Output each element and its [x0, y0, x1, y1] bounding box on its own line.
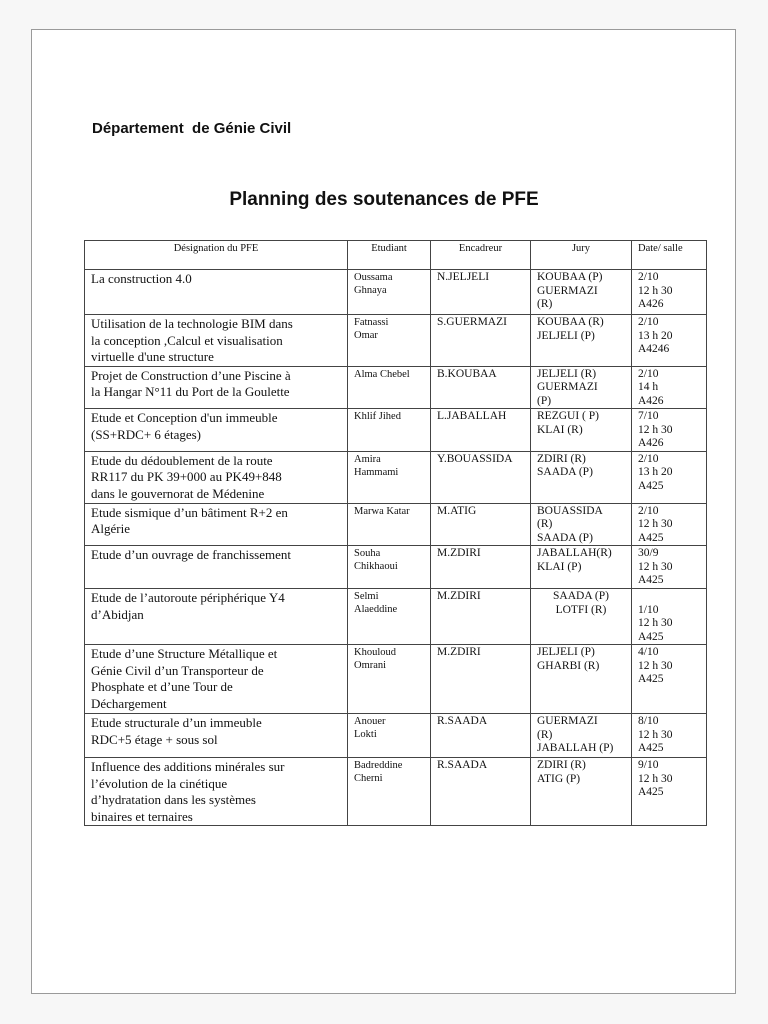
designation-text: (SS+RDC+ 6 étages)	[91, 426, 201, 442]
date-cell	[632, 451, 707, 503]
date-cell	[632, 270, 707, 315]
student-cell	[348, 645, 431, 714]
supervisor-name: S.GUERMAZI	[437, 316, 507, 328]
designation-cell	[85, 270, 348, 315]
date-room: 2/10	[638, 367, 659, 380]
date-room: 14 h	[638, 381, 659, 393]
date-room: A425	[638, 673, 664, 685]
date-room: A425	[638, 630, 664, 643]
student-cell	[348, 503, 431, 546]
date-room: A425	[638, 742, 664, 754]
table-row	[85, 645, 707, 714]
supervisor-cell	[431, 366, 531, 409]
jury-member: KOUBAA (R)	[537, 316, 604, 328]
jury-member: (R)	[537, 728, 553, 741]
table-row	[85, 315, 707, 367]
jury-member: JELJELI (R)	[537, 367, 597, 380]
student-cell	[348, 758, 431, 826]
designation-text: binaires et ternaires	[91, 808, 193, 824]
table-row	[85, 503, 707, 546]
designation-text: Algérie	[91, 521, 130, 536]
jury-member: (R)	[537, 298, 553, 310]
jury-member: (P)	[537, 394, 552, 407]
designation-cell	[85, 451, 348, 503]
supervisor-cell	[431, 409, 531, 452]
date-room: A425	[638, 574, 664, 586]
student-name: Cherni	[354, 773, 383, 784]
supervisor-cell	[431, 546, 531, 589]
designation-text: dans le gouvernorat de Médenine	[91, 485, 265, 501]
supervisor-name: N.JELJELI	[437, 271, 490, 283]
student-cell	[348, 589, 431, 645]
date-room: 12 h 30	[638, 728, 673, 741]
date-cell	[632, 366, 707, 409]
date-room: A425	[638, 531, 664, 544]
designation-text: Influence des additions minérales sur	[91, 759, 285, 774]
student-name: Oussama	[354, 272, 393, 283]
designation-cell	[85, 409, 348, 452]
jury-member: GUERMAZI	[537, 284, 598, 297]
date-room: 2/10	[638, 452, 659, 465]
header-encadreur: Encadreur	[431, 241, 531, 270]
designation-text: Projet de Construction d’une Piscine à	[91, 367, 291, 383]
date-cell	[632, 645, 707, 714]
date-cell	[632, 758, 707, 826]
supervisor-cell	[431, 758, 531, 826]
jury-member: JELJELI (P)	[537, 329, 595, 342]
table-row	[85, 546, 707, 589]
designation-cell	[85, 366, 348, 409]
student-name: Alaeddine	[354, 604, 398, 615]
designation-cell	[85, 758, 348, 826]
designation-text: la conception ,Calcul et visualisation	[91, 332, 283, 348]
date-room: A426	[638, 298, 664, 310]
jury-member: LOTFI (R)	[555, 603, 607, 616]
date-room: 2/10	[638, 316, 659, 328]
department-heading: Département de Génie Civil	[92, 120, 292, 137]
jury-member: GUERMAZI	[537, 715, 598, 727]
student-cell	[348, 315, 431, 367]
designation-text: Etude d’un ouvrage de franchissement	[91, 547, 291, 562]
date-room: 2/10	[638, 271, 659, 283]
jury-cell	[531, 451, 632, 503]
supervisor-cell	[431, 451, 531, 503]
date-cell	[632, 315, 707, 367]
designation-text: RDC+5 étage + sous sol	[91, 731, 218, 747]
student-name: Badreddine	[354, 760, 403, 771]
table-body	[85, 270, 707, 826]
designation-text: Etude d’une Structure Métallique et	[91, 646, 278, 661]
student-cell	[348, 366, 431, 409]
supervisor-name: M.ZDIRI	[437, 590, 481, 602]
designation-text: Etude de l’autoroute périphérique Y4	[91, 590, 285, 605]
header-row	[85, 241, 707, 270]
header-designation: Désignation du PFE	[85, 241, 348, 270]
table-row	[85, 589, 707, 645]
jury-member: KLAI (P)	[537, 560, 582, 573]
jury-cell	[531, 714, 632, 758]
jury-cell	[531, 315, 632, 367]
date-room: 30/9	[638, 547, 659, 559]
jury-member: SAADA (P)	[537, 466, 593, 478]
jury-cell	[531, 645, 632, 714]
supervisor-name: Y.BOUASSIDA	[437, 452, 513, 465]
supervisor-name: R.SAADA	[437, 759, 488, 771]
jury-member: SAADA (P)	[553, 590, 609, 602]
jury-member: BOUASSIDA	[537, 504, 603, 517]
date-room: A4246	[638, 343, 670, 355]
jury-member: JABALLAH (P)	[537, 742, 614, 754]
supervisor-cell	[431, 503, 531, 546]
jury-cell	[531, 503, 632, 546]
date-room: 12 h 30	[638, 284, 673, 297]
student-name: Omrani	[354, 660, 387, 671]
designation-text: la Hangar N°11 du Port de la Goulette	[91, 384, 290, 399]
date-room: 12 h 30	[638, 772, 673, 785]
student-name: Khlif Jihed	[354, 411, 401, 422]
designation-text: RR117 du PK 39+000 au PK49+848	[91, 469, 282, 484]
supervisor-name: L.JABALLAH	[437, 410, 507, 422]
designation-cell	[85, 714, 348, 758]
jury-cell	[531, 758, 632, 826]
student-cell	[348, 409, 431, 452]
jury-cell	[531, 546, 632, 589]
date-cell	[632, 409, 707, 452]
table-row	[85, 758, 707, 826]
date-cell	[632, 714, 707, 758]
designation-text: virtuelle d'une structure	[91, 349, 214, 364]
jury-member: JABALLAH(R)	[537, 547, 612, 559]
date-room: A425	[638, 479, 664, 492]
student-name: Omar	[354, 330, 378, 341]
document-title: Planning des soutenances de PFE	[229, 189, 539, 210]
jury-member: ZDIRI (R)	[537, 452, 586, 465]
table-row	[85, 714, 707, 758]
table-row	[85, 366, 707, 409]
jury-member: KOUBAA (P)	[537, 271, 603, 283]
jury-member: (R)	[537, 518, 553, 530]
date-cell	[632, 546, 707, 589]
date-room: A426	[638, 394, 664, 407]
table-row	[85, 451, 707, 503]
header-jury: Jury	[531, 241, 632, 270]
student-name: Chikhaoui	[354, 561, 398, 572]
jury-cell	[531, 589, 632, 645]
designation-text: d’hydratation dans les systèmes	[91, 792, 256, 807]
date-room: 9/10	[638, 759, 659, 771]
date-room: 1/10	[638, 603, 659, 616]
supervisor-cell	[431, 315, 531, 367]
student-name: Fatnassi	[354, 317, 389, 328]
designation-text: Utilisation de la technologie BIM dans	[91, 316, 293, 331]
student-name: Khouloud	[354, 647, 396, 658]
student-name: Lokti	[354, 729, 377, 740]
date-room: 12 h 30	[638, 617, 673, 629]
designation-cell	[85, 645, 348, 714]
designation-text: Déchargement	[91, 695, 167, 711]
designation-cell	[85, 546, 348, 589]
jury-member: JELJELI (P)	[537, 646, 595, 658]
jury-member: ZDIRI (R)	[537, 759, 586, 771]
designation-text: La construction 4.0	[91, 271, 192, 286]
designation-text: Etude sismique d’un bâtiment R+2 en	[91, 504, 288, 520]
date-room: 12 h 30	[638, 518, 673, 530]
table-row	[85, 270, 707, 315]
supervisor-name: M.ZDIRI	[437, 646, 481, 658]
table-row	[85, 409, 707, 452]
student-name: Ghnaya	[354, 285, 387, 296]
jury-member: ATIG (P)	[537, 772, 581, 785]
jury-member: SAADA (P)	[537, 531, 593, 544]
supervisor-cell	[431, 270, 531, 315]
student-cell	[348, 270, 431, 315]
header-etudiant: Etudiant	[348, 241, 431, 270]
jury-member: GHARBI (R)	[537, 659, 600, 672]
supervisor-name: R.SAADA	[437, 715, 488, 727]
designation-text: Etude et Conception d'un immeuble	[91, 410, 278, 425]
date-cell	[632, 589, 707, 645]
designation-text: Phosphate et d’une Tour de	[91, 679, 233, 694]
student-cell	[348, 451, 431, 503]
supervisor-cell	[431, 589, 531, 645]
date-room: 7/10	[638, 410, 659, 422]
student-name: Hammami	[354, 466, 399, 478]
student-cell	[348, 714, 431, 758]
designation-cell	[85, 589, 348, 645]
supervisor-cell	[431, 645, 531, 714]
date-room: 8/10	[638, 715, 659, 727]
student-name: Selmi	[354, 591, 379, 602]
student-name: Souha	[354, 548, 381, 559]
date-room: 12 h 30	[638, 423, 673, 436]
header-date: Date/ salle	[632, 241, 707, 270]
schedule-table	[84, 240, 707, 826]
spacer	[638, 590, 700, 604]
student-name: Marwa Katar	[354, 505, 410, 517]
designation-text: Etude structurale d’un immeuble	[91, 715, 262, 730]
designation-text: Génie Civil d’un Transporteur de	[91, 662, 264, 678]
supervisor-name: M.ATIG	[437, 504, 477, 517]
supervisor-name: B.KOUBAA	[437, 367, 497, 380]
student-name: Anouer	[354, 716, 386, 727]
student-name: Alma Chebel	[354, 368, 410, 380]
designation-cell	[85, 315, 348, 367]
date-room: 13 h 20	[638, 466, 673, 478]
date-room: A425	[638, 786, 664, 798]
designation-text: Etude du dédoublement de la route	[91, 452, 273, 468]
designation-text: d’Abidjan	[91, 606, 144, 622]
jury-cell	[531, 409, 632, 452]
date-room: 4/10	[638, 646, 659, 658]
student-name: Amira	[354, 453, 381, 465]
jury-member: REZGUI ( P)	[537, 410, 599, 422]
date-room: 12 h 30	[638, 659, 673, 672]
student-cell	[348, 546, 431, 589]
jury-cell	[531, 270, 632, 315]
date-room: 13 h 20	[638, 329, 673, 342]
date-room: 2/10	[638, 504, 659, 517]
designation-cell	[85, 503, 348, 546]
jury-member: KLAI (R)	[537, 423, 583, 436]
jury-cell	[531, 366, 632, 409]
supervisor-name: M.ZDIRI	[437, 547, 481, 559]
designation-text: l’évolution de la cinétique	[91, 775, 228, 791]
supervisor-cell	[431, 714, 531, 758]
date-cell	[632, 503, 707, 546]
date-room: A426	[638, 437, 664, 449]
jury-member: GUERMAZI	[537, 381, 598, 393]
date-room: 12 h 30	[638, 560, 673, 573]
